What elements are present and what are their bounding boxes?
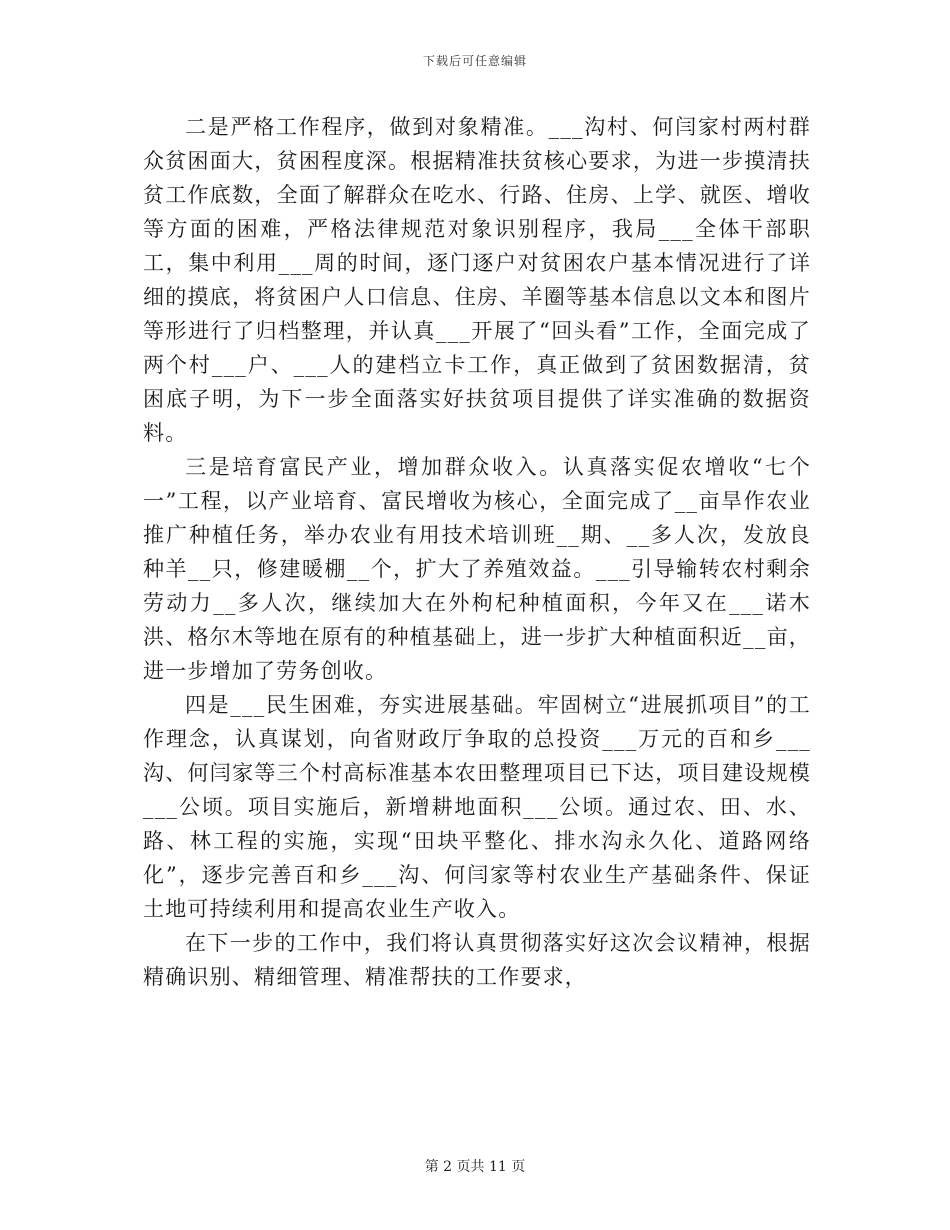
page-header: 下载后可任意编辑 — [422, 54, 527, 68]
paragraph-2: 二是严格工作程序，做到对象精准。___沟村、何闫家村两村群众贫困面大，贫困程度深。根据精准扶贫核心要求，为进一步摸清扶贫工作底数，全面了解群众在吃水、行路、住房、上学、就医、增收等方面的困难，严格法律规范对象识别程序，我局___全体干部职工，集中利用___周的时间，逐门逐户对贫困农户基本情况进行了详细的摸底，将贫困户人口信息、住房、羊圈等基本信息以文本和图片等形进行了归档整理，并认真___开展了“回头看”工作，全面完成了两个村___户、___人的建档立卡工作，真正做到了贫困数据清，贫困底子明，为下一步全面落实好扶贫项目提供了详实准确的数据资料。 — [143, 115, 811, 445]
page-number-footer: 第 2 页共 11 页 — [424, 1159, 526, 1175]
paragraph-3: 三是培育富民产业，增加群众收入。认真落实促农增收“七个一”工程，以产业培育、富民增收为核心，全面完成了__亩旱作农业推广种植任务，举办农业有用技术培训班__期、__多人次，发放良种羊__只，修建暖棚__个，扩大了养殖效益。___引导输转农村剩余劳动力__多人次，继续加大在外枸杞种植面积，今年又在___诺木洪、格尔木等地在原有的种植基础上，进一步扩大种植面积近__亩，进一步增加了劳务创收。 — [143, 455, 811, 683]
paragraph-5: 在下一步的工作中，我们将认真贯彻落实好这次会议精神，根据精确识别、精细管理、精准帮扶的工作要求， — [143, 931, 811, 989]
document-body — [143, 110, 811, 994]
paragraph-4: 四是___民生困难，夯实进展基础。牢固树立“进展抓项目”的工作理念，认真谋划，向省财政厅争取的总投资___万元的百和乡___沟、何闫家等三个村高标准基本农田整理项目已下达，项目建设规模___公顷。项目实施后，新增耕地面积___公顷。通过农、田、水、路、林工程的实施，实现“田块平整化、排水沟永久化、道路网络化”，逐步完善百和乡___沟、何闫家等村农业生产基础条件、保证土地可持续利用和提高农业生产收入。 — [143, 693, 811, 921]
